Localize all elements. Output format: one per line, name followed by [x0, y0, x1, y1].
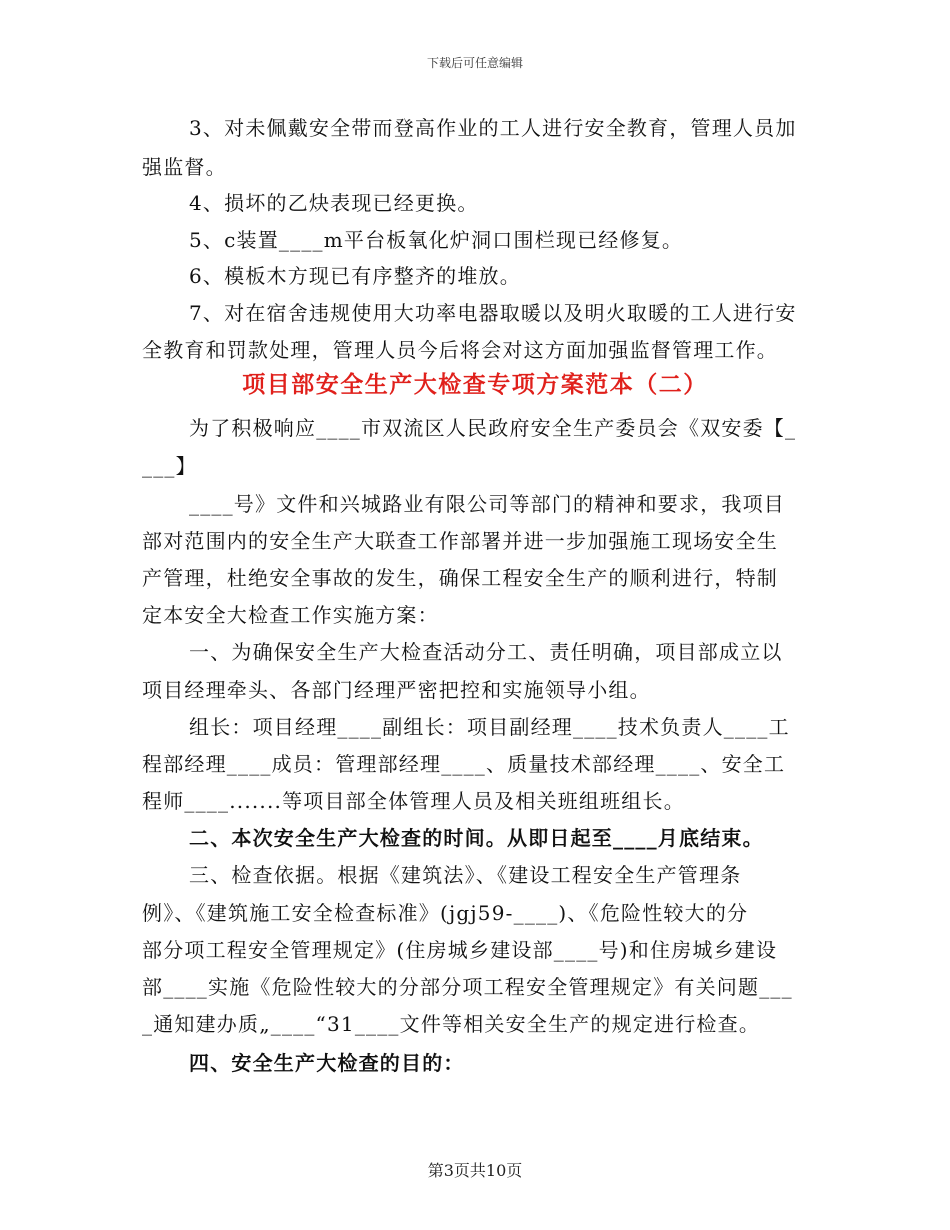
page-number: 第3页共10页	[427, 1161, 523, 1180]
paragraph-line: 部分项工程安全管理规定》(住房城乡建设部____号)和住房城乡建设	[142, 938, 778, 962]
paragraph-line: 程部经理____成员：管理部经理____、质量技术部经理____、安全工	[142, 752, 786, 776]
paragraph-line: 5、c装置____m平台板氧化炉洞口围栏现已经修复。	[189, 228, 684, 252]
paragraph-line: 部____实施《危险性较大的分部分项工程安全管理规定》有关问题___	[142, 975, 793, 999]
section-title: 项目部安全生产大检查专项方案范本（二）	[242, 371, 708, 398]
paragraph-line: ___】	[142, 454, 197, 478]
paragraph-line: 部对范围内的安全生产大联查工作部署并进一步加强施工现场安全生	[142, 529, 778, 553]
section-heading: 二、本次安全生产大检查的时间。从即日起至____月底结束。	[189, 826, 764, 850]
paragraph-line: 三、检查依据。根据《建筑法》、《建设工程安全生产管理条	[189, 863, 742, 887]
paragraph-line: 一、为确保安全生产大检查活动分工、责任明确，项目部成立以	[189, 640, 783, 664]
paragraph-line: 强监督。	[142, 155, 227, 179]
paragraph-line: 例》、《建筑施工安全检查标准》(jgj59-____)、《危险性较大的分	[142, 901, 749, 925]
paragraph-line: 3、对未佩戴安全带而登高作业的工人进行安全教育，管理人员加	[189, 116, 797, 140]
paragraph-line: 6、模板木方现已有序整齐的堆放。	[189, 264, 521, 288]
section-heading: 四、安全生产大检查的目的：	[189, 1051, 465, 1075]
paragraph-line: 定本安全大检查工作实施方案：	[142, 603, 439, 627]
paragraph-line: ____号》文件和兴城路业有限公司等部门的精神和要求，我项目	[189, 492, 785, 516]
paragraph-line: 组长：项目经理____副组长：项目副经理____技术负责人____工	[189, 715, 790, 739]
paragraph-line: 4、损坏的乙炔表现已经更换。	[189, 191, 479, 215]
page-header: 下载后可任意编辑	[426, 56, 523, 70]
paragraph-line: 7、对在宿舍违规使用大功率电器取暖以及明火取暖的工人进行安	[189, 301, 797, 325]
paragraph-line: 为了积极响应____市双流区人民政府安全生产委员会《双安委【_	[189, 416, 797, 440]
paragraph-line: 项目经理牵头、各部门经理严密把控和实施领导小组。	[142, 678, 651, 702]
paragraph-line: 程师____.......等项目部全体管理人员及相关班组班组长。	[142, 789, 685, 813]
paragraph-line: _通知建办质„____“31____文件等相关安全生产的规定进行检查。	[142, 1012, 761, 1036]
paragraph-line: 全教育和罚款处理，管理人员今后将会对这方面加强监督管理工作。	[142, 338, 778, 362]
paragraph-line: 产管理，杜绝安全事故的发生，确保工程安全生产的顺利进行，特制	[142, 566, 778, 590]
